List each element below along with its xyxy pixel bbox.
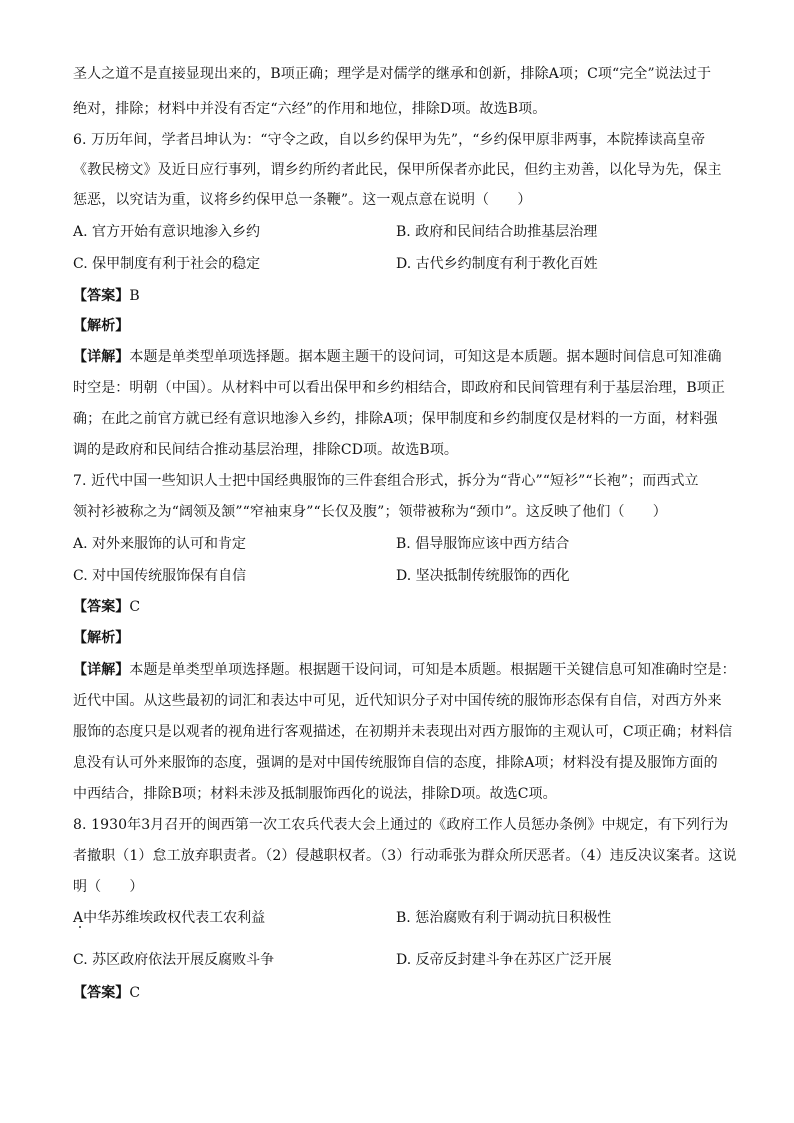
q6-detail-line-2: 时空是：明朝（中国）。从材料中可以看出保甲和乡约相结合，即政府和民间管理有利于基层治理，B项正 <box>73 380 725 396</box>
answer-tag: 【答案】 <box>73 288 130 304</box>
q6-stem-line-1: 6. 万历年间，学者吕坤认为：“守令之政，自以乡约保甲为先”，“乡约保甲原非两事，本院捧读高皇帝 <box>73 132 706 148</box>
q7-answer <box>73 597 725 617</box>
q6-options-row-2 <box>73 254 725 274</box>
q8-option-a: A中华苏维埃政权代表工农利益 <box>73 910 266 926</box>
q6-options-row-1 <box>73 222 725 242</box>
detail-text: 本题是单类型单项选择题。据本题主题干的设问词，可知这是本质题。据本题时间信息可知准确 <box>129 349 722 365</box>
stray-dot-mark <box>79 926 81 928</box>
answer-value: C <box>129 985 141 1001</box>
q6-option-a: A. 官方开始有意识地渗入乡约 <box>73 224 261 240</box>
q8-option-c: C. 苏区政府依法开展反腐败斗争 <box>73 952 275 968</box>
q7-detail-line-3: 服饰的态度只是以观者的视角进行客观描述，在初期并未表现出对西方服饰的主观认可，C项正确；材料信 <box>73 724 733 740</box>
q7-options-row-2 <box>73 566 725 586</box>
q7-detail-line-2: 近代中国。从这些最初的词汇和表达中可见，近代知识分子对中国传统的服饰形态保有自信，对西方外来 <box>73 693 722 709</box>
q8-stem-line-2: 者撤职（1）怠工放弃职责者。（2）侵越职权者。（3）行动乖张为群众所厌恶者。（4）违反决议案者。这说 <box>73 848 737 864</box>
q6-option-c: C. 保甲制度有利于社会的稳定 <box>73 256 261 272</box>
q6-detail-line-4: 调的是政府和民间结合推动基层治理，排除CD项。故选B项。 <box>73 442 459 458</box>
q7-detail-line-1 <box>73 660 736 680</box>
q8-option-b: B. 惩治腐败有利于调动抗日积极性 <box>396 910 612 926</box>
q6-option-d: D. 古代乡约制度有利于教化百姓 <box>396 256 598 272</box>
q7-option-a: A. 对外来服饰的认可和肯定 <box>73 536 247 552</box>
q7-options-row-1 <box>73 534 725 554</box>
q6-answer <box>73 286 725 306</box>
answer-tag: 【答案】 <box>73 599 130 615</box>
detail-tag: 【详解】 <box>73 662 130 678</box>
q6-analysis-heading <box>73 316 725 336</box>
prev-answer-line-2: 绝对，排除；材料中并没有否定“六经”的作用和地位，排除D项。故选B项。 <box>73 101 547 117</box>
q8-option-d: D. 反帝反封建斗争在苏区广泛开展 <box>396 952 612 968</box>
q8-stem-line-3: 明（ ） <box>73 879 144 895</box>
q7-stem-line-1: 7. 近代中国一些知识人士把中国经典服饰的三件套组合形式，拆分为“背心”“短衫”“长袍”；而西式立 <box>73 473 699 489</box>
q8-stem-line-1: 8. 1930年3月召开的闽西第一次工农兵代表大会上通过的《政府工作人员惩办条例》中规定，有下列行为 <box>73 817 729 833</box>
answer-value: B <box>129 288 140 304</box>
answer-tag: 【答案】 <box>73 985 130 1001</box>
q7-option-c: C. 对中国传统服饰保有自信 <box>73 568 247 584</box>
q7-detail-line-5: 中西结合，排除B项；材料未涉及抵制服饰西化的说法，排除D项。故选C项。 <box>73 786 557 802</box>
q6-stem-line-3: 惩恶，以究诘为重，议将乡约保甲总一条鞭”。这一观点意在说明（ ） <box>73 192 532 208</box>
detail-tag: 【详解】 <box>73 349 130 365</box>
q7-option-b: B. 倡导服饰应该中西方结合 <box>396 536 570 552</box>
detail-text: 本题是单类型单项选择题。根据题干设问词，可知是本质题。根据题干关键信息可知准确时空是： <box>129 662 736 678</box>
q8-answer <box>73 983 725 1003</box>
q7-stem-line-2: 领衬衫被称之为“阔领及颔”“窄袖束身”“长仅及腹”；领带被称为“颈巾”。这反映了他们（ ） <box>73 504 667 520</box>
q7-detail-line-4: 息没有认可外来服饰的态度，强调的是对中国传统服饰自信的态度，排除A项；材料没有提及服饰方面的 <box>73 755 718 771</box>
q8-options-row-2 <box>73 950 725 970</box>
q6-detail-line-3: 确；在此之前官方就已经有意识地渗入乡约，排除A项；保甲制度和乡约制度仅是材料的一方面，材料强 <box>73 411 718 427</box>
q8-options-row-1 <box>73 908 725 928</box>
answer-value: C <box>129 599 141 615</box>
q7-analysis-heading <box>73 628 725 648</box>
q7-option-d: D. 坚决抵制传统服饰的西化 <box>396 568 570 584</box>
q6-stem-line-2: 《教民榜文》及近日应行事列，谓乡约所约者此民，保甲所保者亦此民，但约主劝善，以化导为先，保主 <box>73 162 722 178</box>
prev-answer-line-1: 圣人之道不是直接显现出来的，B项正确；理学是对儒学的继承和创新，排除A项；C项“完全”说法过于 <box>73 66 712 82</box>
q6-option-b: B. 政府和民间结合助推基层治理 <box>396 224 598 240</box>
analysis-tag: 【解析】 <box>73 630 130 646</box>
analysis-tag: 【解析】 <box>73 318 130 334</box>
q6-detail-line-1 <box>73 347 725 367</box>
